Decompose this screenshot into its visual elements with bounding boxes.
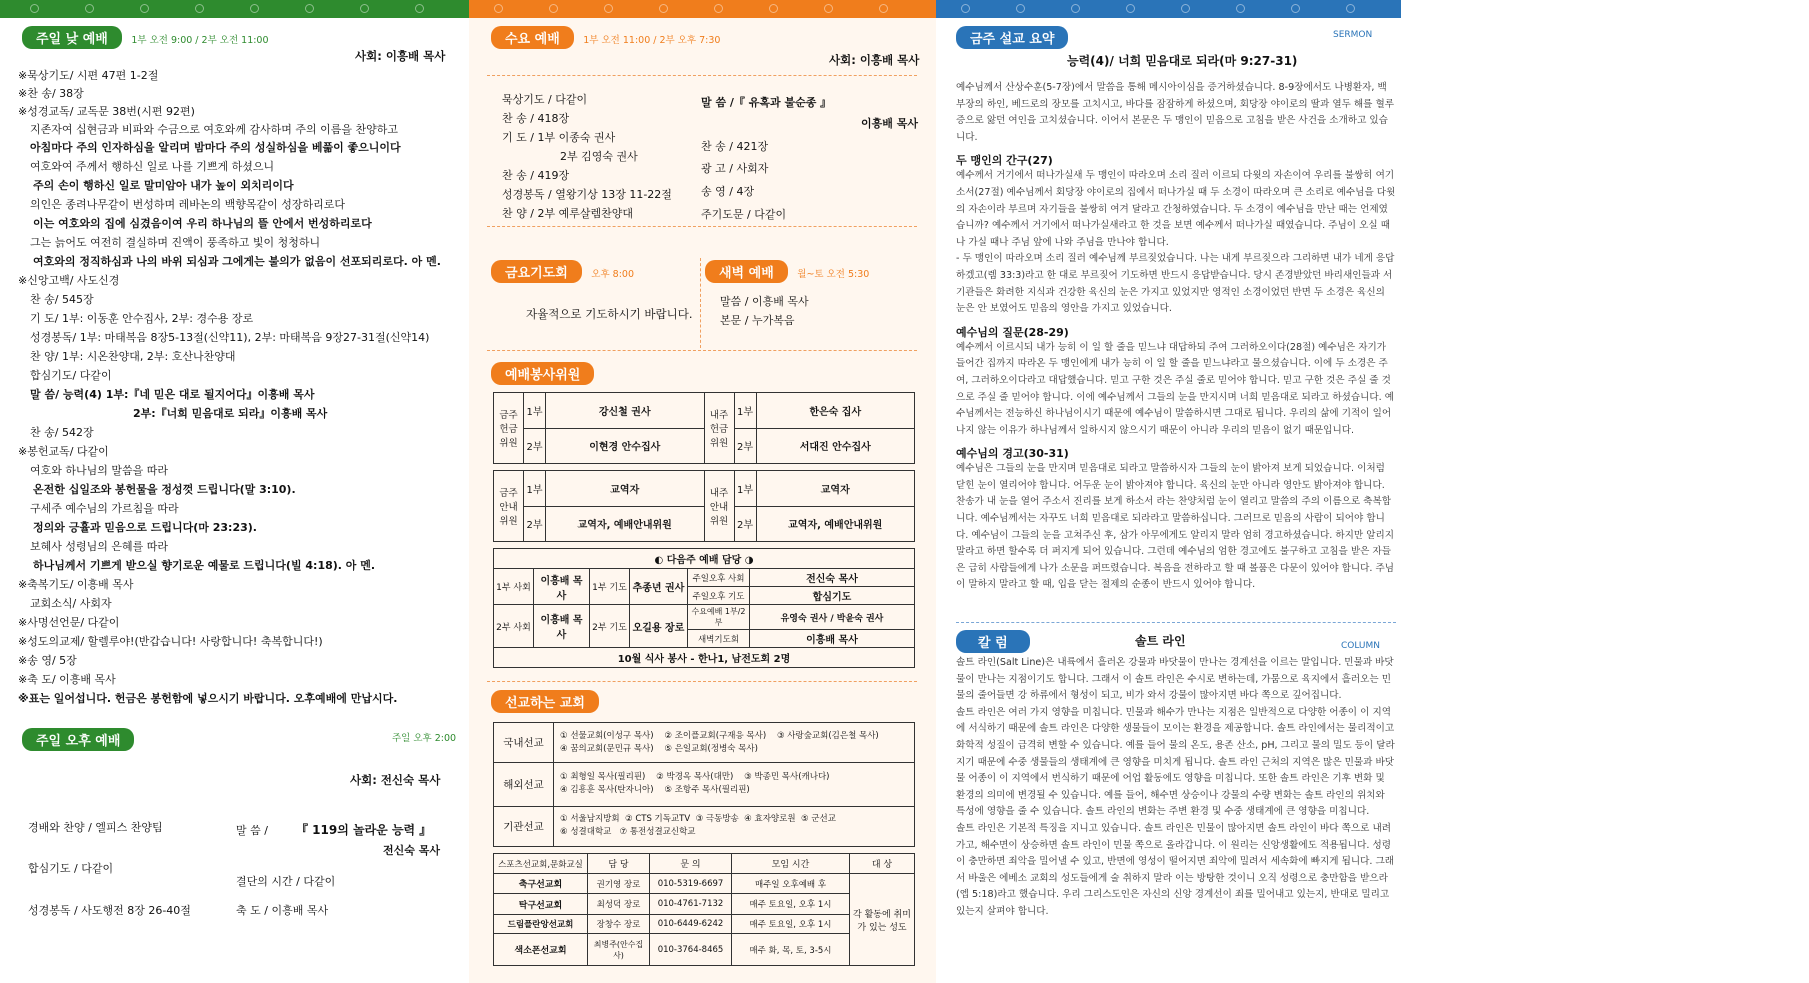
sports-header: 담 당: [588, 854, 650, 874]
sunday-morning-leader: 사회: 이흥배 목사: [355, 49, 446, 63]
sports-cell: 장창수 장로: [588, 914, 650, 933]
mission-item: ③ 극동방송: [695, 814, 739, 825]
part-label: 2부: [524, 428, 546, 464]
afternoon-prayer: 합심기도 / 다같이: [28, 862, 114, 875]
n-offering-1: 한은숙 집사: [756, 393, 915, 429]
mission-item: ④ 김흥훈 목사(탄자니아): [560, 785, 654, 796]
order-line: ※송 영/ 5장: [18, 654, 77, 667]
mission-item: ⑤ 군선교: [800, 814, 836, 825]
next-right-label: 수요예배 1부/2부: [688, 605, 750, 630]
order-line: ※성도의교제/ 할렐루야!(반갑습니다! 사랑합니다! 축복합니다!): [18, 635, 323, 648]
order-line: 기 도/ 1부: 이동훈 안수집사, 2부: 경수용 장로: [30, 312, 254, 325]
sermon-para: 예수님께서 산상수훈(5-7장)에서 말씀을 통해 메시아이심을 증거하셨습니다. 8-9장에서도 나병환자, 백부장의 하인, 베드로의 장모를 고치시고, 바다를 잠잠하게 하셨으며, 회당장 야이로의 딸과 열두 해를 혈루증으로 앓던 여인을 고치셨습니다. 이어서 본문은 두 맹인이 믿음으로 고침을 받은 사건을 소개하고 있습니다.: [956, 82, 1395, 143]
n-usher-label: 내주 안내 위원: [704, 471, 734, 542]
mission-item: ⑦ 통전성결교신학교: [619, 827, 696, 838]
next-right-value: 합심기도: [750, 587, 915, 605]
order-line: 여호와 하나님의 말씀을 따라: [30, 464, 169, 477]
dawn-line2: 본문 / 누가복음: [720, 314, 795, 327]
offering-table: [493, 392, 915, 464]
part-label: 2부: [524, 506, 546, 542]
mission-label: 해외선교: [494, 763, 554, 806]
order-line: 정의와 긍휼과 믿음으로 드립니다(마 23:23).: [33, 521, 257, 534]
sermon-tag: SERMON: [1333, 30, 1373, 40]
sermon-header: [956, 26, 1068, 49]
column-para: 솔트 라인(Salt Line)은 내륙에서 흘러온 강물과 바닷물이 만나는 경계선을 이르는 말입니다. 민물과 바닷물이 만나는 지점이기도 합니다. 그래서 이 솔트 라인은 수시로 변하는데, 가뭄으로 육지에서 흘러오는 민물의 줄어들면 강 하류에서 형성이 되고, 비가 와서 강물이 많아지면 바다 쪽으로 깊어집니다.: [956, 657, 1394, 702]
wed-sermon: 말 씀 /『 유혹과 불순종 』: [701, 96, 832, 109]
sports-cell: 최성덕 장로: [588, 894, 650, 914]
sports-cell: 최병주(안수집사): [588, 934, 650, 966]
wed-speaker: 이흥배 목사: [861, 117, 918, 130]
g-offering-label: 금주 헌금 위원: [494, 393, 524, 464]
divider: [487, 681, 917, 682]
mission-item: ⑥ 성결대학교: [560, 827, 612, 838]
n-offering-label: 내주 헌금 위원: [704, 393, 734, 464]
wednesday-title: 수요 예배: [491, 26, 574, 49]
sermon-subheading: 두 맹인의 간구(27): [956, 154, 1053, 168]
sports-cell: 010-5319-6697: [650, 874, 732, 894]
sports-cell: 축구선교회: [494, 874, 588, 894]
sunday-morning-time: 1부 오전 9:00 / 2부 오전 11:00: [131, 35, 269, 46]
top-band-orange: [469, 0, 936, 18]
top-band-green: [0, 0, 469, 18]
wed-line: 2부 김영숙 권사: [560, 150, 638, 163]
wed-line: 주기도문 / 다같이: [701, 208, 787, 221]
column-para: 솔트 라인은 기본적 특징을 지니고 있습니다. 솔트 라인은 민물이 많아지면 솔트 라인이 바다 쪽으로 내려가고, 해수면이 상승하면 솔트 라인이 민물 쪽으로 올라갑니다. 이 원리는 신앙생활에도 적용됩니다. 성령이 충만하면 죄악을 밀어낼 수 있고, 반면에 영성이 떨어지면 죄악에 밀려서 세속화에 빠지게 됩니다. 그래서 바울은 에베소 교회의 성도들에게 술 취하지 말라 이는 방탕한 것이니 오직 성령으로 충만함을 받으라(엡 5:18)라고 했습니다. 우리 그리스도인은 자신의 신앙 경계선이 죄를 밀어내고 있는지, 반대로 밀리고 있는지 살펴야 합니다.: [956, 822, 1395, 917]
order-line: 찬 송/ 545장: [30, 293, 94, 306]
wed-line: 성경봉독 / 열왕기상 13장 11-22절: [502, 188, 672, 201]
order-line: 보혜사 성령님의 은혜를 따라: [30, 540, 169, 553]
wed-line: 찬 송 / 421장: [701, 140, 769, 153]
mission-item: ④ 효자양로원: [744, 814, 796, 825]
friday-text: 자율적으로 기도하시기 바랍니다.: [526, 307, 693, 321]
order-line: 이는 여호와의 집에 심겼음이여 우리 하나님의 뜰 안에서 번성하리로다: [33, 217, 372, 230]
order-line: 말 씀/ 능력(4) 1부:『네 믿은 대로 될지어다』이흥배 목사: [30, 388, 315, 401]
panel-sunday: [0, 0, 469, 983]
next-r1-2: 1부 기도: [590, 569, 630, 605]
order-line: 합심기도/ 다같이: [30, 369, 112, 382]
afternoon-sermon-speaker: 전신숙 목사: [383, 844, 440, 857]
sermon-subheading: 예수님의 질문(28-29): [956, 325, 1069, 339]
mission-item: ① 최형일 목사(필리핀): [560, 772, 646, 783]
usher-table: [493, 470, 915, 542]
sermon-title: 금주 설교 요약: [956, 26, 1068, 49]
next-r1-3: 추종년 권사: [630, 569, 688, 605]
sports-cell: 매주 화, 목, 토, 3-5시: [732, 934, 850, 966]
n-usher-1: 교역자: [756, 471, 915, 507]
order-line: 온전한 십일조와 봉헌물을 정성껏 드립니다(말 3:10).: [33, 483, 296, 496]
sports-header: 대 상: [850, 854, 915, 874]
sports-cell: 010-3764-8465: [650, 934, 732, 966]
top-band-blue: [936, 0, 1401, 18]
order-line: 아침마다 주의 인자하심을 알리며 밤마다 주의 성실하심을 베풂이 좋으니이다: [30, 141, 401, 154]
mission-item: ② 박경옥 목사(대만): [656, 772, 734, 783]
next-r1-0: 1부 사회: [494, 569, 534, 605]
next-week-title: ◐ 다음주 예배 담당 ◑: [494, 549, 915, 569]
friday-time: 오후 8:00: [591, 269, 635, 280]
order-line: ※축 도/ 이흥배 목사: [18, 673, 116, 686]
order-line: 2부:『너희 믿음대로 되라』이흥배 목사: [133, 407, 328, 420]
missions-title: 선교하는 교회: [491, 690, 599, 713]
mission-item: ③ 박종민 목사(캐나다): [744, 772, 830, 783]
next-week-footer: 10월 식사 봉사 - 한나1, 남전도회 2명: [494, 648, 915, 668]
next-r1-1: 이흥배 목사: [534, 569, 590, 605]
dawn-line1: 말씀 / 이흥배 목사: [720, 295, 809, 308]
wed-line: 기 도 / 1부 이종숙 권사: [502, 131, 616, 144]
divider: [487, 226, 917, 227]
committee-title: 예배봉사위원: [491, 362, 594, 385]
next-right-label: 주일오후 기도: [688, 587, 750, 605]
mission-label: 국내선교: [494, 723, 554, 763]
next-r2-1: 이흥배 목사: [534, 605, 590, 648]
sermon-heading: 능력(4)/ 너희 믿음대로 되라(마 9:27-31): [1067, 54, 1298, 68]
sermon-para: 예수께서 거기에서 떠나가실새 두 맹인이 따라오며 소리 질러 이르되 다윗의 자손이여 우리를 불쌍히 여기소서(27절) 예수님께서 회당장 야이로의 집에서 떠나가실 때 두 소경이 따라오며 큰 소리로 예수님을 다윗의 자손이라 부르며 자기들을 불쌍히 여겨 달라고 간청하였습니다. 두 소경이 예수님을 만난 때는 언제였습니까? 예수께서 거기에서 떠나가실새라고 한 것을 보면 예수께서 떠나가실 때였습니다. 주님이 오실 때나 가실 때나 주님 앞에 나와 주님을 만나야 합니다. - 두 맹인이 따라오며 소리 질러 예수님께 부르짖었습니다. 나는 내게 부르짖으라 그리하면 내가 네게 응답하겠고(렘 33:3)라고 한 대로 부르짖어 기도하면 반드시 응답받습니다. 당시 존경받았던 바리새인들과 서기관들은 화려한 지식과 건강한 육신의 눈은 가지고 있었지만 영적인 소경이었던 반면 두 소경은 육신의 눈은 안 보였어도 믿음의 영안을 가지고 있었습니다.: [956, 170, 1396, 315]
sermon-para: 예수님은 그들의 눈을 만지며 믿음대로 되라고 말씀하시자 그들의 눈이 밝아져 보게 되었습니다. 이처럼 닫힌 눈이 열리어야 합니다. 어두운 눈이 밝아져야 합니다. 육신의 눈만 아니라 영안도 밝아져야 합니다. 찬송가 내 눈을 열어 주소서 진리를 보게 하소서 라는 찬양처럼 눈이 열리고 말씀의 주의 이름으로 축복합니다. 예수님께서는 자꾸도 너희 믿음대로 되라라고 말씀하십니다. 그러므로 믿음의 사람이 되어야 합니다. 예수님이 그들의 눈을 고쳐주신 후, 삼가 아무에게도 알리지 말라 엄히 경고하셨습니다. 하지만 알리지 말라고 하면 할수록 더 퍼지게 되어 있습니다. 그런데 예수님의 엄한 경고에도 불구하고 고침을 받은 자들은 급히 사람들에게 나가 소문을 퍼뜨렸습니다. 복음을 전하라고 할 때 볼품은 다문이 있어야 합니다. 주님이 말하지 말라고 할 때, 입을 닫는 절제의 순종이 반드시 있어야 합니다.: [956, 463, 1395, 591]
column-title: 칼 럼: [956, 630, 1030, 653]
n-usher-2: 교역자, 예배안내위원: [756, 506, 915, 542]
sports-cell: 탁구선교회: [494, 894, 588, 914]
next-r2-0: 2부 사회: [494, 605, 534, 648]
wednesday-leader: 사회: 이흥배 목사: [829, 53, 920, 67]
wed-line: 찬 송 / 419장: [502, 169, 570, 182]
mission-items: [554, 763, 915, 806]
g-usher-label: 금주 안내 위원: [494, 471, 524, 542]
committee-header: [491, 362, 594, 385]
mission-item: ⑤ 조항주 목사(필리핀): [664, 785, 750, 796]
sports-cell: 드림플란앙선교회: [494, 914, 588, 933]
wed-line: 묵상기도 / 다같이: [502, 93, 588, 106]
mission-item: ② CTS 기독교TV: [625, 814, 691, 825]
afternoon-blessing: 축 도 / 이흥배 목사: [236, 904, 329, 917]
afternoon-sermon-title: 『 119의 놀라운 능력 』: [296, 823, 432, 837]
sunday-afternoon-leader: 사회: 전신숙 목사: [350, 773, 441, 787]
sports-header: 문 의: [650, 854, 732, 874]
afternoon-decision: 결단의 시간 / 다같이: [236, 875, 336, 888]
friday-title: 금요기도회: [491, 260, 582, 283]
wednesday-time: 1부 오전 11:00 / 2부 오후 7:30: [583, 35, 721, 46]
next-right-value: 전신숙 목사: [750, 569, 915, 587]
mission-item: ③ 사랑숲교회(김은철 목사): [776, 730, 879, 741]
wed-line: 찬 송 / 418장: [502, 112, 570, 125]
sermon-subheading: 예수님의 경고(30-31): [956, 447, 1069, 461]
order-line: 교회소식/ 사회자: [30, 597, 112, 610]
panel-sermon: [936, 0, 1401, 983]
mission-item: ⑤ 은일교회(정병숙 목사): [664, 743, 758, 754]
next-right-label: 주일오후 사회: [688, 569, 750, 587]
order-line: ※찬 송/ 38장: [18, 87, 84, 100]
part-label: 1부: [524, 471, 546, 507]
mission-items: [554, 806, 915, 846]
mission-item: ④ 꿈의교회(문민규 목사): [560, 743, 654, 754]
order-line: 의인은 종려나무같이 번성하며 레바논의 백향목같이 성장하리로다: [30, 198, 346, 211]
sports-cell: 색소폰선교회: [494, 934, 588, 966]
order-line: ※성경교독/ 교독문 38번(시편 92편): [18, 105, 195, 118]
order-line: ※사명선언문/ 다같이: [18, 616, 120, 629]
sunday-afternoon-title: 주일 오후 예배: [22, 728, 134, 751]
sports-cell: 매주 토요일, 오후 1시: [732, 914, 850, 933]
order-line: ※표는 일어섭니다. 헌금은 봉헌함에 넣으시기 바랍니다. 오후예배에 만납시다.: [18, 692, 398, 705]
part-label: 1부: [734, 471, 756, 507]
mission-item: ① 서울남지방회: [560, 814, 620, 825]
order-line: 성경봉독/ 1부: 마태복음 8장5-13절(신약11), 2부: 마태복음 9장27-31절(신약14): [30, 331, 430, 344]
g-usher-1: 교역자: [546, 471, 705, 507]
order-line: 여호와여 주께서 행하신 일로 나를 기쁘게 하셨으니: [30, 160, 275, 173]
mission-item: ② 조이플교회(구재응 목사): [664, 730, 767, 741]
mission-items: [554, 723, 915, 763]
sports-cell: 권기영 장로: [588, 874, 650, 894]
part-label: 1부: [524, 393, 546, 429]
dawn-title: 새벽 예배: [705, 260, 788, 283]
divider: [956, 622, 1396, 623]
order-line: 하나님께서 기쁘게 받으실 향기로운 예물로 드립니다(빌 4:18). 아 멘.: [33, 559, 376, 572]
column-body: [956, 655, 1396, 975]
next-week-table: [493, 548, 915, 668]
sermon-body: [956, 80, 1396, 620]
sports-cell: 010-6449-6242: [650, 914, 732, 933]
dawn-time: 월~토 오전 5:30: [797, 269, 870, 280]
mission-label: 기관선교: [494, 806, 554, 846]
sports-target: 각 활동에 취미가 있는 성도: [850, 874, 915, 966]
part-label: 2부: [734, 506, 756, 542]
sports-cell: 매주 토요일, 오후 1시: [732, 894, 850, 914]
wed-line: 찬 양 / 2부 예루살렘찬양대: [502, 207, 633, 220]
order-line: 찬 양/ 1부: 시온찬양대, 2부: 호산나찬양대: [30, 350, 236, 363]
g-offering-1: 강신철 권사: [546, 393, 705, 429]
part-label: 1부: [734, 393, 756, 429]
order-line: 찬 송/ 542장: [30, 426, 94, 439]
dawn-header: [705, 260, 869, 283]
order-line: 주의 손이 행하신 일로 말미암아 내가 높이 외치리이다: [33, 179, 294, 192]
next-right-value: 이흥배 목사: [750, 630, 915, 648]
next-r2-3: 오길용 장로: [630, 605, 688, 648]
order-line: 그는 늙어도 여전히 결실하며 진액이 풍족하고 빛이 청청하니: [30, 236, 321, 249]
wednesday-header: [491, 26, 720, 49]
order-line: ※봉헌교독/ 다같이: [18, 445, 109, 458]
g-usher-2: 교역자, 예배안내위원: [546, 506, 705, 542]
afternoon-reading: 성경봉독 / 사도행전 8장 26-40절: [28, 904, 191, 917]
wed-line: 광 고 / 사회자: [701, 162, 769, 175]
next-right-label: 새벽기도회: [688, 630, 750, 648]
order-line: ※축복기도/ 이흥배 목사: [18, 578, 134, 591]
divider: [487, 75, 917, 76]
next-right-value: 유영숙 권사 / 박윤숙 권사: [750, 605, 915, 630]
n-offering-2: 서대진 안수집사: [756, 428, 915, 464]
next-r2-2: 2부 기도: [590, 605, 630, 648]
mission-item: ① 선물교회(이성구 목사): [560, 730, 654, 741]
missions-header: [491, 690, 599, 713]
panel-weekly: [469, 0, 936, 983]
sermon-para: 예수께서 이르시되 내가 능히 이 일 할 줄을 믿느냐 대답하되 주여 그러하오이다(28절) 예수님은 자기가 들어간 집까지 따라온 두 맹인에게 내가 능히 이 일 할 줄을 믿느냐라고 물으셨습니다. 이에 두 소경은 주여, 그러하오이다라고 대답했습니다. 믿고 구한 것은 주실 줄로 믿어야 합니다. 믿고 구한 것은 주실 줄 것으로 주실 줄 믿어야 합니다. 이에 예수님께서 그들의 눈을 만지시며 너희 믿음대로 되라고 하셨습니다. 예수님께서는 전능하신 하나님이시기 때문에 예수님이 말씀하시면 그대로 됩니다. 우리의 삶에 기적이 일어나지 않는 이유가 하나님께서 일하시지 않으시기 때문이 아니라 우리의 믿음이 없기 때문입니다.: [956, 341, 1395, 436]
sports-table: [493, 853, 915, 966]
column-heading: 솔트 라인: [1135, 634, 1186, 648]
divider: [700, 258, 701, 348]
friday-header: [491, 260, 634, 283]
afternoon-praise: 경배와 찬양 / 엘피스 찬양팀: [28, 821, 163, 834]
g-offering-2: 이현경 안수집사: [546, 428, 705, 464]
column-tag: COLUMN: [1341, 641, 1381, 651]
sunday-morning-title: 주일 낮 예배: [22, 26, 122, 49]
order-line: 지존자여 십현금과 비파와 수금으로 여호와께 감사하며 주의 이름을 찬양하고: [30, 123, 399, 136]
column-header: [956, 630, 1030, 653]
order-line: 구세주 예수님의 가르침을 따라: [30, 502, 179, 515]
column-para: 솔트 라인은 여러 가지 영향을 미칩니다. 민물과 해수가 만나는 지점은 일반적으로 다양한 어종이 이 지역에 서식하기 때문에 솔트 라인은 다양한 생물들이 모이는 환경을 제공합니다. 솔트 라인에서는 물리적이고 화학적 성질이 급격히 변할 수 있습니다. 예를 들어 물의 온도, 용존 산소, pH, 그리고 물의 밀도 등이 달라지기 때문에 수중 생물들의 생태계에 큰 영향을 미치게 됩니다. 솔트 라인 근처의 지역은 많은 민물과 바닷물 어종이 이 지역에서 번식하기 때문에 어업 활동에도 영향을 미칩니다. 또한 솔트 라인은 기후 변화 및 환경의 의미에 변경될 수 있습니다. 예를 들어, 해수면 상승이나 강물의 수량 변화는 솔트 라인의 위치와 특성에 영향을 줄 수 있습니다. 솔트 라인의 변화는 주변 환경 및 수중 생태계에 큰 영향을 미칩니다.: [956, 706, 1395, 818]
sports-cell: 010-4761-7132: [650, 894, 732, 914]
order-line: ※묵상기도/ 시편 47편 1-2절: [18, 69, 159, 82]
afternoon-sermon-label: 말 씀 /: [236, 824, 268, 837]
part-label: 2부: [734, 428, 756, 464]
order-line: 여호와의 정직하심과 나의 바위 되심과 그에게는 불의가 없음이 선포되리로다. 아 멘.: [33, 255, 441, 268]
sunday-morning-header: [22, 26, 269, 49]
sports-header: 스포츠선교회,문화교실: [494, 854, 588, 874]
order-line: ※신앙고백/ 사도신경: [18, 274, 120, 287]
wed-line: 송 영 / 4장: [701, 185, 755, 198]
sunday-afternoon-time: 주일 오후 2:00: [392, 733, 457, 744]
sunday-afternoon-header: [22, 728, 134, 751]
sports-header: 모임 시간: [732, 854, 850, 874]
sports-cell: 매주일 오후예배 후: [732, 874, 850, 894]
missions-table: [493, 722, 915, 847]
divider: [487, 350, 917, 351]
